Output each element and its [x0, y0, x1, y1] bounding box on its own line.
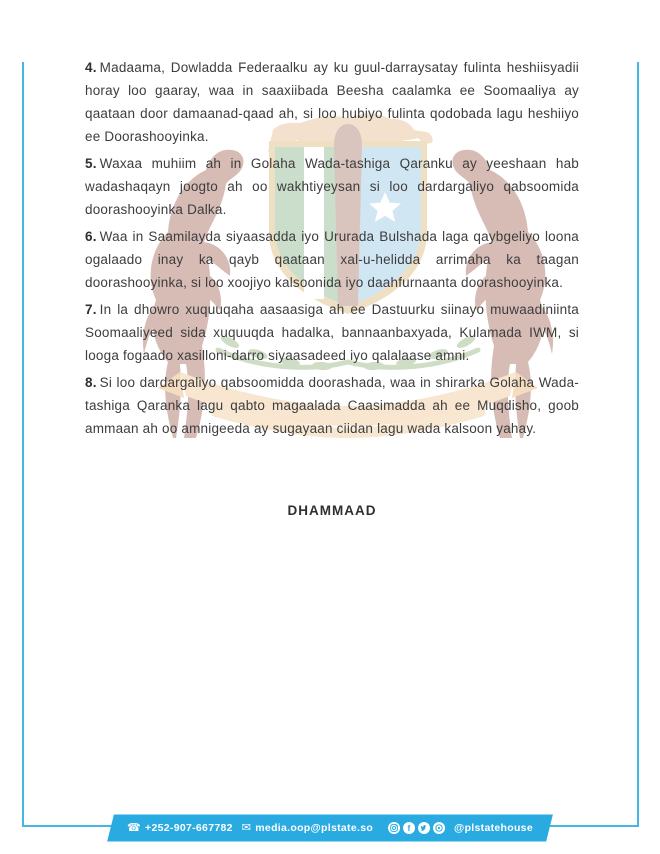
footer-contact-bar — [108, 815, 552, 841]
phone-icon: ☎ — [127, 821, 142, 834]
end-label: DHAMMAAD — [287, 503, 377, 518]
paragraph-6 — [85, 225, 579, 294]
facebook-icon[interactable]: f — [403, 822, 415, 834]
phone-group[interactable] — [127, 822, 233, 834]
phone-number: +252-907-667782 — [145, 822, 233, 834]
paragraph-number: 7. — [85, 302, 97, 317]
paragraph-7 — [85, 298, 579, 367]
paragraph-number: 8. — [85, 375, 97, 390]
paragraph-number: 5. — [85, 156, 97, 171]
social-handle[interactable]: @plstatehouse — [454, 822, 533, 834]
social-icons — [388, 822, 445, 834]
envelope-icon: ✉ — [241, 821, 252, 834]
instagram-icon[interactable] — [388, 822, 400, 834]
paragraph-5 — [85, 152, 579, 221]
paragraph-4 — [85, 56, 579, 148]
paragraph-number: 4. — [85, 60, 97, 75]
paragraph-text: Waxaa muhiim ah in Golaha Wada-tashiga Qaranku ay yeeshaan hab wadashaqayn joogto ah oo wakhtiyeysan si loo dardargaliyo qabsoomida doorashooyinka Dalka. — [85, 156, 579, 217]
paragraph-text: Si loo dardargaliyo qabsoomidda doorashada, waa in shirarka Golaha Wada-tashiga Qaranka lagu qabto magaalada Caasimadda ah ee Muqdisho, goob ammaan ah oo amnigeeda ay sugayaan ciidan lagu wada kalsoon yahay. — [85, 375, 579, 436]
document-body — [85, 56, 579, 518]
page-border-right — [637, 62, 639, 826]
paragraph-text: Madaama, Dowladda Federaalku ay ku guul-darraysatay fulinta heshiisyadii horay loo gaaray, waa in saaxiibada Beesha caalamka ee Soomaaliya ay qaataan door damaanad-qaad ah, si loo hubiyo fulinta qodobada lagu heshiiyo ee Doorashooyinka. — [85, 60, 579, 144]
twitter-icon[interactable] — [418, 822, 430, 834]
paragraph-text: Waa in Saamilayda siyaasadda iyo Ururada Bulshada laga qaybgeliyo loona ogalaado inay ka qayb qaataan xal-u-helidda arrimaha ka taagan doorashooyinka, si loo xoojiyo kalsoonida iyo daahfurnaanta doorashooyinka. — [85, 229, 579, 290]
camera-icon[interactable] — [433, 822, 445, 834]
page-border-left — [22, 62, 24, 826]
email-address: media.oop@plstate.so — [255, 822, 374, 834]
paragraph-text: In la dhowro xuquuqaha aasaasiga ah ee Dastuurku siinayo muwaadiniinta Soomaaliyeed sida xuquuqda hadalka, bannaanbaxyada, Kulamada IWM, si looga fogaado xasilloni-darro siyaasadeed iyo qalalaase amni. — [85, 302, 579, 363]
paragraph-8 — [85, 371, 579, 440]
email-group[interactable] — [242, 822, 373, 834]
paragraph-number: 6. — [85, 229, 97, 244]
